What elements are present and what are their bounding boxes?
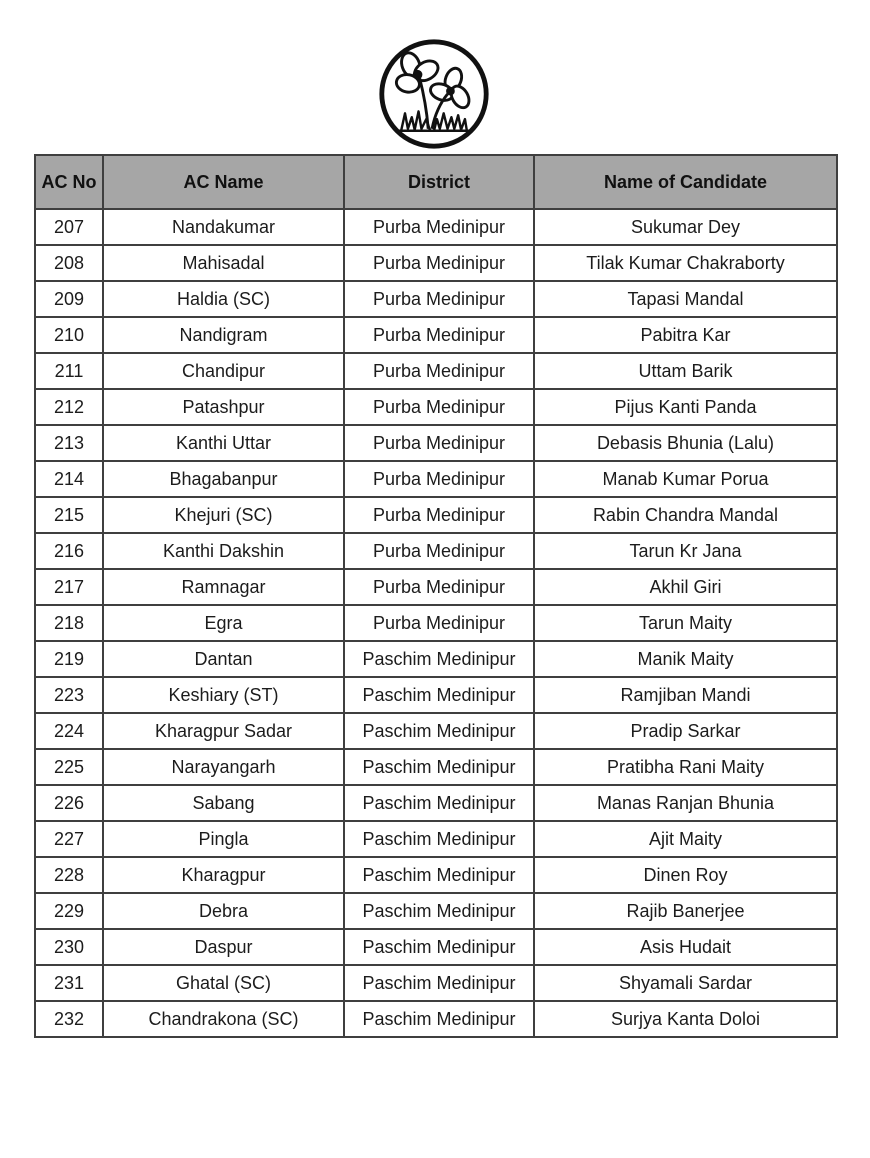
header-ac-no: AC No: [35, 155, 103, 209]
cell-district: Purba Medinipur: [344, 209, 534, 245]
cell-district: Purba Medinipur: [344, 497, 534, 533]
table-row: [35, 785, 837, 821]
cell-district: Purba Medinipur: [344, 425, 534, 461]
cell-candidate: Asis Hudait: [534, 929, 837, 965]
cell-candidate: Uttam Barik: [534, 353, 837, 389]
table-row: [35, 1001, 837, 1037]
cell-ac-name: Dantan: [103, 641, 344, 677]
table-header-row: [35, 155, 837, 209]
cell-ac-name: Ramnagar: [103, 569, 344, 605]
cell-candidate: Manas Ranjan Bhunia: [534, 785, 837, 821]
cell-ac-no: 225: [35, 749, 103, 785]
cell-ac-name: Mahisadal: [103, 245, 344, 281]
cell-candidate: Surjya Kanta Doloi: [534, 1001, 837, 1037]
cell-district: Paschim Medinipur: [344, 749, 534, 785]
table-row: [35, 209, 837, 245]
table-body: [35, 209, 837, 1037]
cell-district: Paschim Medinipur: [344, 857, 534, 893]
cell-candidate: Tilak Kumar Chakraborty: [534, 245, 837, 281]
cell-ac-name: Kharagpur: [103, 857, 344, 893]
cell-ac-no: 209: [35, 281, 103, 317]
cell-ac-no: 218: [35, 605, 103, 641]
cell-ac-name: Chandipur: [103, 353, 344, 389]
table-row: [35, 893, 837, 929]
cell-ac-name: Narayangarh: [103, 749, 344, 785]
cell-ac-name: Kharagpur Sadar: [103, 713, 344, 749]
cell-candidate: Rabin Chandra Mandal: [534, 497, 837, 533]
cell-district: Paschim Medinipur: [344, 1001, 534, 1037]
cell-candidate: Manik Maity: [534, 641, 837, 677]
table-row: [35, 461, 837, 497]
cell-ac-name: Khejuri (SC): [103, 497, 344, 533]
cell-ac-no: 215: [35, 497, 103, 533]
cell-ac-no: 216: [35, 533, 103, 569]
cell-district: Purba Medinipur: [344, 281, 534, 317]
cell-ac-no: 214: [35, 461, 103, 497]
cell-candidate: Manab Kumar Porua: [534, 461, 837, 497]
cell-district: Purba Medinipur: [344, 605, 534, 641]
cell-ac-name: Keshiary (ST): [103, 677, 344, 713]
cell-candidate: Pijus Kanti Panda: [534, 389, 837, 425]
cell-ac-name: Bhagabanpur: [103, 461, 344, 497]
cell-candidate: Ramjiban Mandi: [534, 677, 837, 713]
table-row: [35, 713, 837, 749]
table-row: [35, 749, 837, 785]
cell-district: Paschim Medinipur: [344, 641, 534, 677]
cell-candidate: Pradip Sarkar: [534, 713, 837, 749]
cell-ac-no: 232: [35, 1001, 103, 1037]
cell-ac-no: 229: [35, 893, 103, 929]
cell-candidate: Pratibha Rani Maity: [534, 749, 837, 785]
cell-ac-no: 227: [35, 821, 103, 857]
cell-ac-no: 226: [35, 785, 103, 821]
table-row: [35, 245, 837, 281]
table-row: [35, 389, 837, 425]
cell-ac-name: Sabang: [103, 785, 344, 821]
party-logo: [376, 36, 492, 152]
cell-ac-name: Chandrakona (SC): [103, 1001, 344, 1037]
cell-district: Purba Medinipur: [344, 389, 534, 425]
table-row: [35, 857, 837, 893]
cell-ac-no: 217: [35, 569, 103, 605]
cell-district: Paschim Medinipur: [344, 785, 534, 821]
cell-candidate: Ajit Maity: [534, 821, 837, 857]
cell-ac-name: Kanthi Uttar: [103, 425, 344, 461]
cell-ac-no: 224: [35, 713, 103, 749]
cell-ac-name: Debra: [103, 893, 344, 929]
cell-district: Paschim Medinipur: [344, 821, 534, 857]
cell-candidate: Tarun Maity: [534, 605, 837, 641]
cell-ac-name: Daspur: [103, 929, 344, 965]
table-row: [35, 605, 837, 641]
cell-ac-name: Patashpur: [103, 389, 344, 425]
header-ac-name: AC Name: [103, 155, 344, 209]
cell-candidate: Pabitra Kar: [534, 317, 837, 353]
cell-ac-no: 212: [35, 389, 103, 425]
cell-candidate: Dinen Roy: [534, 857, 837, 893]
header-candidate: Name of Candidate: [534, 155, 837, 209]
table-row: [35, 569, 837, 605]
cell-ac-name: Nandakumar: [103, 209, 344, 245]
cell-ac-name: Nandigram: [103, 317, 344, 353]
cell-district: Purba Medinipur: [344, 317, 534, 353]
cell-candidate: Tarun Kr Jana: [534, 533, 837, 569]
cell-district: Paschim Medinipur: [344, 965, 534, 1001]
table-row: [35, 317, 837, 353]
cell-district: Purba Medinipur: [344, 533, 534, 569]
cell-ac-no: 230: [35, 929, 103, 965]
cell-candidate: Tapasi Mandal: [534, 281, 837, 317]
cell-district: Purba Medinipur: [344, 569, 534, 605]
cell-ac-no: 211: [35, 353, 103, 389]
cell-district: Paschim Medinipur: [344, 893, 534, 929]
twin-flowers-grass-emblem-icon: [376, 36, 492, 152]
cell-ac-no: 210: [35, 317, 103, 353]
cell-district: Paschim Medinipur: [344, 677, 534, 713]
cell-candidate: Debasis Bhunia (Lalu): [534, 425, 837, 461]
header-district: District: [344, 155, 534, 209]
cell-district: Purba Medinipur: [344, 353, 534, 389]
candidate-list-table: [34, 154, 838, 1038]
cell-ac-no: 213: [35, 425, 103, 461]
cell-district: Paschim Medinipur: [344, 713, 534, 749]
cell-ac-no: 207: [35, 209, 103, 245]
table-row: [35, 497, 837, 533]
cell-candidate: Rajib Banerjee: [534, 893, 837, 929]
cell-district: Purba Medinipur: [344, 461, 534, 497]
cell-ac-name: Kanthi Dakshin: [103, 533, 344, 569]
table-row: [35, 929, 837, 965]
cell-candidate: Akhil Giri: [534, 569, 837, 605]
cell-ac-name: Ghatal (SC): [103, 965, 344, 1001]
table-row: [35, 641, 837, 677]
table-row: [35, 821, 837, 857]
cell-candidate: Shyamali Sardar: [534, 965, 837, 1001]
table-row: [35, 677, 837, 713]
cell-ac-name: Egra: [103, 605, 344, 641]
cell-ac-no: 208: [35, 245, 103, 281]
table-row: [35, 281, 837, 317]
table-row: [35, 425, 837, 461]
cell-district: Purba Medinipur: [344, 245, 534, 281]
table-row: [35, 533, 837, 569]
cell-ac-name: Pingla: [103, 821, 344, 857]
table-row: [35, 965, 837, 1001]
cell-ac-no: 228: [35, 857, 103, 893]
cell-ac-name: Haldia (SC): [103, 281, 344, 317]
cell-district: Paschim Medinipur: [344, 929, 534, 965]
cell-candidate: Sukumar Dey: [534, 209, 837, 245]
cell-ac-no: 231: [35, 965, 103, 1001]
cell-ac-no: 223: [35, 677, 103, 713]
cell-ac-no: 219: [35, 641, 103, 677]
table-row: [35, 353, 837, 389]
